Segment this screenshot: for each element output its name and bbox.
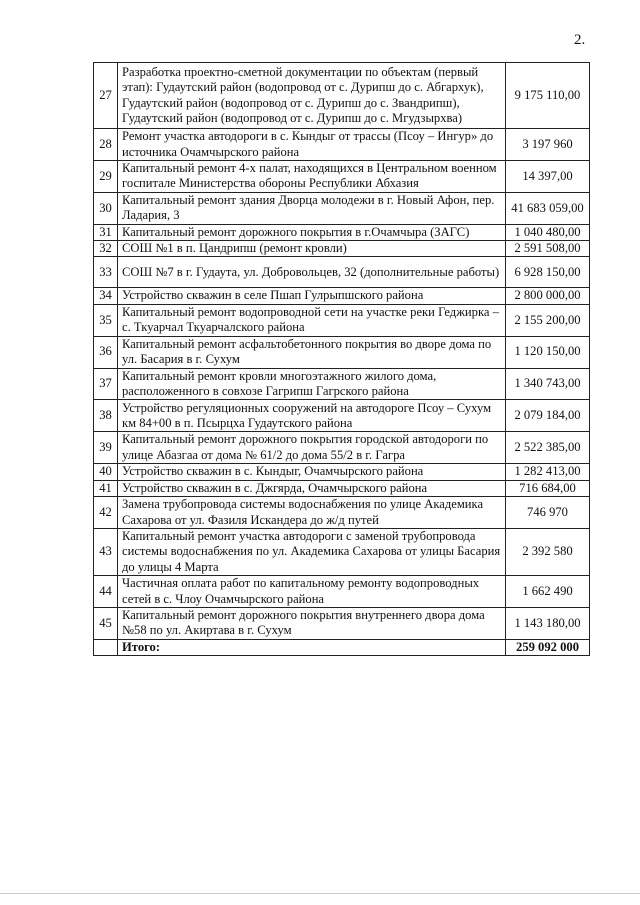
row-sum: 2 800 000,00 bbox=[506, 288, 590, 304]
row-sum: 1 340 743,00 bbox=[506, 368, 590, 400]
row-number: 27 bbox=[94, 63, 118, 129]
table-row bbox=[94, 368, 590, 400]
row-sum: 1 120 150,00 bbox=[506, 336, 590, 368]
row-number: 29 bbox=[94, 161, 118, 193]
table-row bbox=[94, 161, 590, 193]
row-number: 28 bbox=[94, 129, 118, 161]
table-row bbox=[94, 288, 590, 304]
table-row bbox=[94, 400, 590, 432]
row-number: 45 bbox=[94, 607, 118, 639]
table-row bbox=[94, 192, 590, 224]
row-sum: 2 392 580 bbox=[506, 528, 590, 575]
table-row bbox=[94, 480, 590, 496]
row-sum: 2 522 385,00 bbox=[506, 432, 590, 464]
total-row bbox=[94, 639, 590, 655]
row-sum: 1 662 490 bbox=[506, 576, 590, 608]
table-row bbox=[94, 304, 590, 336]
total-number bbox=[94, 639, 118, 655]
row-sum: 1 282 413,00 bbox=[506, 464, 590, 480]
row-number: 37 bbox=[94, 368, 118, 400]
row-sum: 2 155 200,00 bbox=[506, 304, 590, 336]
page-number: 2. bbox=[574, 32, 586, 48]
total-sum: 259 092 000 bbox=[506, 639, 590, 655]
row-description: Замена трубопровода системы водоснабжения по улице Академика Сахарова от ул. Фазиля Искандера до ж/д путей bbox=[118, 497, 506, 529]
row-number: 33 bbox=[94, 257, 118, 288]
row-sum: 3 197 960 bbox=[506, 129, 590, 161]
row-number: 36 bbox=[94, 336, 118, 368]
row-description: Капитальный ремонт дорожного покрытия городской автодороги по улице Абазгаа от дома № 61/2 до дома 55/2 в г. Гагра bbox=[118, 432, 506, 464]
table-row bbox=[94, 241, 590, 257]
total-label: Итого: bbox=[118, 639, 506, 655]
row-description: Капитальный ремонт дорожного покрытия внутреннего двора дома №58 по ул. Акиртава в г. Сухум bbox=[118, 607, 506, 639]
row-number: 39 bbox=[94, 432, 118, 464]
row-sum: 9 175 110,00 bbox=[506, 63, 590, 129]
row-description: Ремонт участка автодороги в с. Кындыг от трассы (Псоу – Ингур» до источника Очамчырского района bbox=[118, 129, 506, 161]
table-row bbox=[94, 576, 590, 608]
table-row bbox=[94, 336, 590, 368]
row-number: 35 bbox=[94, 304, 118, 336]
table-row bbox=[94, 497, 590, 529]
row-description: Устройство скважин в селе Пшап Гулрыпшского района bbox=[118, 288, 506, 304]
table-row bbox=[94, 464, 590, 480]
row-description: Устройство скважин в с. Джгярда, Очамчырского района bbox=[118, 480, 506, 496]
row-number: 44 bbox=[94, 576, 118, 608]
row-sum: 2 591 508,00 bbox=[506, 241, 590, 257]
row-sum: 716 684,00 bbox=[506, 480, 590, 496]
row-description: Капитальный ремонт дорожного покрытия в г.Очамчыра (ЗАГС) bbox=[118, 224, 506, 240]
expenditure-table bbox=[93, 62, 590, 656]
row-number: 42 bbox=[94, 497, 118, 529]
scan-edge-line bbox=[0, 893, 640, 894]
row-description: Устройство скважин в с. Кындыг, Очамчырского района bbox=[118, 464, 506, 480]
row-description: СОШ №1 в п. Цандрипш (ремонт кровли) bbox=[118, 241, 506, 257]
table-row bbox=[94, 528, 590, 575]
row-sum: 1 143 180,00 bbox=[506, 607, 590, 639]
row-number: 41 bbox=[94, 480, 118, 496]
row-number: 34 bbox=[94, 288, 118, 304]
table-row bbox=[94, 224, 590, 240]
row-number: 43 bbox=[94, 528, 118, 575]
table-row bbox=[94, 129, 590, 161]
row-sum: 14 397,00 bbox=[506, 161, 590, 193]
row-description: Устройство регуляционных сооружений на автодороге Псоу – Сухум км 84+00 в п. Псырцха Гудаутского района bbox=[118, 400, 506, 432]
row-description: Капитальный ремонт асфальтобетонного покрытия во дворе дома по ул. Басария в г. Сухум bbox=[118, 336, 506, 368]
row-sum: 746 970 bbox=[506, 497, 590, 529]
table-row bbox=[94, 257, 590, 288]
row-number: 32 bbox=[94, 241, 118, 257]
row-description: Частичная оплата работ по капитальному ремонту водопроводных сетей в с. Члоу Очамчырского района bbox=[118, 576, 506, 608]
row-description: Капитальный ремонт 4-х палат, находящихся в Центральном военном госпитале Министерства обороны Республики Абхазия bbox=[118, 161, 506, 193]
row-description: СОШ №7 в г. Гудаута, ул. Добровольцев, 32 (дополнительные работы) bbox=[118, 257, 506, 288]
table-row bbox=[94, 432, 590, 464]
table-row bbox=[94, 607, 590, 639]
row-number: 38 bbox=[94, 400, 118, 432]
row-number: 40 bbox=[94, 464, 118, 480]
row-description: Разработка проектно-сметной документации по объектам (первый этап): Гудаутский район (водопровод от с. Дурипш до с. Абгархук), Гудаутский район (водопровод от с. Дурипш до с. Звандрипш), Гудаутский район (водопровод от с. Дурипш до с. Мгудзырхва) bbox=[118, 63, 506, 129]
row-description: Капитальный ремонт участка автодороги с заменой трубопровода системы водоснабжения по ул. Академика Сахарова от улицы Басария до улицы 4 Марта bbox=[118, 528, 506, 575]
row-sum: 2 079 184,00 bbox=[506, 400, 590, 432]
table-row bbox=[94, 63, 590, 129]
row-sum: 1 040 480,00 bbox=[506, 224, 590, 240]
row-description: Капитальный ремонт водопроводной сети на участке реки Геджирка – с. Ткуарчал Ткуарчалского района bbox=[118, 304, 506, 336]
row-description: Капитальный ремонт кровли многоэтажного жилого дома, расположенного в совхозе Гагрипш Гагрского района bbox=[118, 368, 506, 400]
row-number: 30 bbox=[94, 192, 118, 224]
row-sum: 41 683 059,00 bbox=[506, 192, 590, 224]
row-sum: 6 928 150,00 bbox=[506, 257, 590, 288]
row-description: Капитальный ремонт здания Дворца молодежи в г. Новый Афон, пер. Ладария, 3 bbox=[118, 192, 506, 224]
row-number: 31 bbox=[94, 224, 118, 240]
